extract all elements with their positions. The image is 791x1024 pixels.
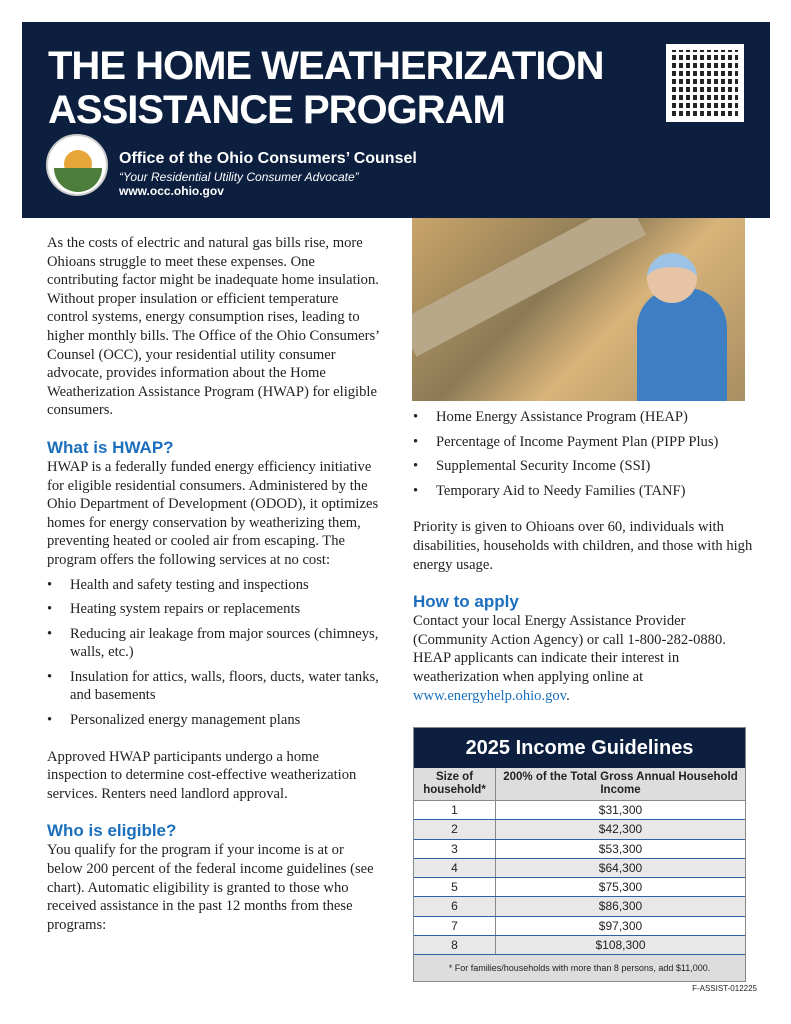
after-text: Approved HWAP participants undergo a home inspection to determine cost-effective weatherization services. Renters need landlord approval.	[47, 748, 357, 802]
programs-list	[413, 408, 753, 500]
list-item: • Insulation for attics, walls, floors, ducts, water tanks, and basements	[47, 668, 382, 705]
apply-body: Contact your local Energy Assistance Provider (Community Action Agency) or call 1-800-282-0880. HEAP applicants can indicate their interest in weatherization when applying online at	[413, 613, 726, 685]
table-row	[414, 820, 745, 839]
title-line: ASSISTANCE PROGRAM	[48, 88, 505, 132]
heading-what-is-hwap: What is HWAP?	[47, 437, 174, 457]
household-size: 7	[414, 917, 496, 935]
list-item: • Health and safety testing and inspections	[47, 576, 382, 595]
ohio-seal-logo	[46, 134, 108, 196]
income-limit: $97,300	[598, 918, 643, 933]
priority-text: Priority is given to Ohioans over 60, individuals with disabilities, households with children, and those with high energy usage.	[413, 519, 753, 573]
household-size: 5	[414, 878, 496, 896]
list-item: • Home Energy Assistance Program (HEAP)	[413, 408, 753, 427]
table-row	[414, 897, 745, 916]
org-tagline: “Your Residential Utility Consumer Advocate”	[119, 170, 359, 184]
income-limit: $75,300	[598, 880, 643, 895]
household-size: 3	[414, 840, 496, 858]
household-size: 8	[414, 936, 496, 954]
table-row	[414, 840, 745, 859]
apply-end: .	[566, 687, 570, 704]
header-banner	[22, 22, 770, 218]
table-footnote: * For families/households with more than 8 persons, add $11,000.	[414, 955, 745, 981]
heading-who-is-eligible: Who is eligible?	[47, 821, 177, 841]
income-limit: $42,300	[598, 822, 643, 837]
household-size: 2	[414, 820, 496, 838]
worker-insulation-photo	[412, 218, 745, 401]
col-header-size: Size of household*	[414, 768, 496, 800]
list-item: • Percentage of Income Payment Plan (PIPP Plus)	[413, 433, 753, 452]
household-size: 6	[414, 897, 496, 915]
services-list	[47, 576, 382, 730]
org-name: Office of the Ohio Consumers’ Counsel	[119, 150, 417, 167]
energyhelp-link[interactable]: www.energyhelp.ohio.gov	[413, 687, 567, 704]
table-header	[414, 768, 745, 801]
table-row	[414, 917, 745, 936]
eligible-text: You qualify for the program if your income is at or below 200 percent of the federal income guidelines (see chart). Automatic eligibility is granted to those who received assistance in the past 12 months from these programs:	[47, 842, 374, 933]
income-limit: $86,300	[598, 899, 643, 914]
heading-how-to-apply: How to apply	[413, 592, 519, 612]
intro-text: As the costs of electric and natural gas bills rise, more Ohioans struggle to meet these expenses. One contributing factor might be inadequate home insulation. Without proper insulation or efficient temperature control systems, energy consumption rises, leading to higher monthly bills. The Office of the Ohio Consumers’ Counsel (OCC), your residential utility consumer advocate, provides information about the Home Weatherization Assistance Program (HWAP) for eligible consumers.	[47, 235, 379, 419]
list-item: • Temporary Aid to Needy Families (TANF)	[413, 482, 753, 501]
income-limit: $31,300	[598, 803, 643, 817]
list-item: • Personalized energy management plans	[47, 711, 382, 730]
table-row	[414, 936, 745, 955]
household-size: 4	[414, 859, 496, 877]
income-limit: $64,300	[598, 860, 643, 875]
title-line: THE HOME WEATHERIZATION	[48, 44, 604, 88]
list-item: • Supplemental Security Income (SSI)	[413, 457, 753, 476]
org-url[interactable]: www.occ.ohio.gov	[119, 184, 224, 198]
col-header-income: 200% of the Total Gross Annual Household Income	[503, 771, 738, 796]
form-code: F-ASSIST-012225	[692, 984, 757, 993]
household-size: 1	[414, 801, 496, 819]
qr-code[interactable]	[666, 44, 744, 122]
page-title	[48, 44, 603, 132]
table-row	[414, 801, 745, 820]
list-item: • Reducing air leakage from major sources (chimneys, walls, etc.)	[47, 625, 382, 662]
table-row	[414, 859, 745, 878]
income-limit: $53,300	[598, 841, 643, 856]
apply-text	[413, 612, 753, 705]
left-column	[47, 234, 382, 934]
right-column	[413, 408, 753, 705]
what-text: HWAP is a federally funded energy efficiency initiative for eligible residential consumers. Administered by the Ohio Department of Development (ODOD), it optimizes homes for energy conservation by weatherizing them, preventing heated or cooled air from escaping. The program offers the following services at no cost:	[47, 458, 379, 568]
income-limit: $108,300	[595, 938, 646, 953]
table-row	[414, 878, 745, 897]
list-item: • Heating system repairs or replacements	[47, 600, 382, 619]
table-title: 2025 Income Guidelines	[414, 728, 745, 768]
income-guidelines-table	[413, 727, 746, 982]
